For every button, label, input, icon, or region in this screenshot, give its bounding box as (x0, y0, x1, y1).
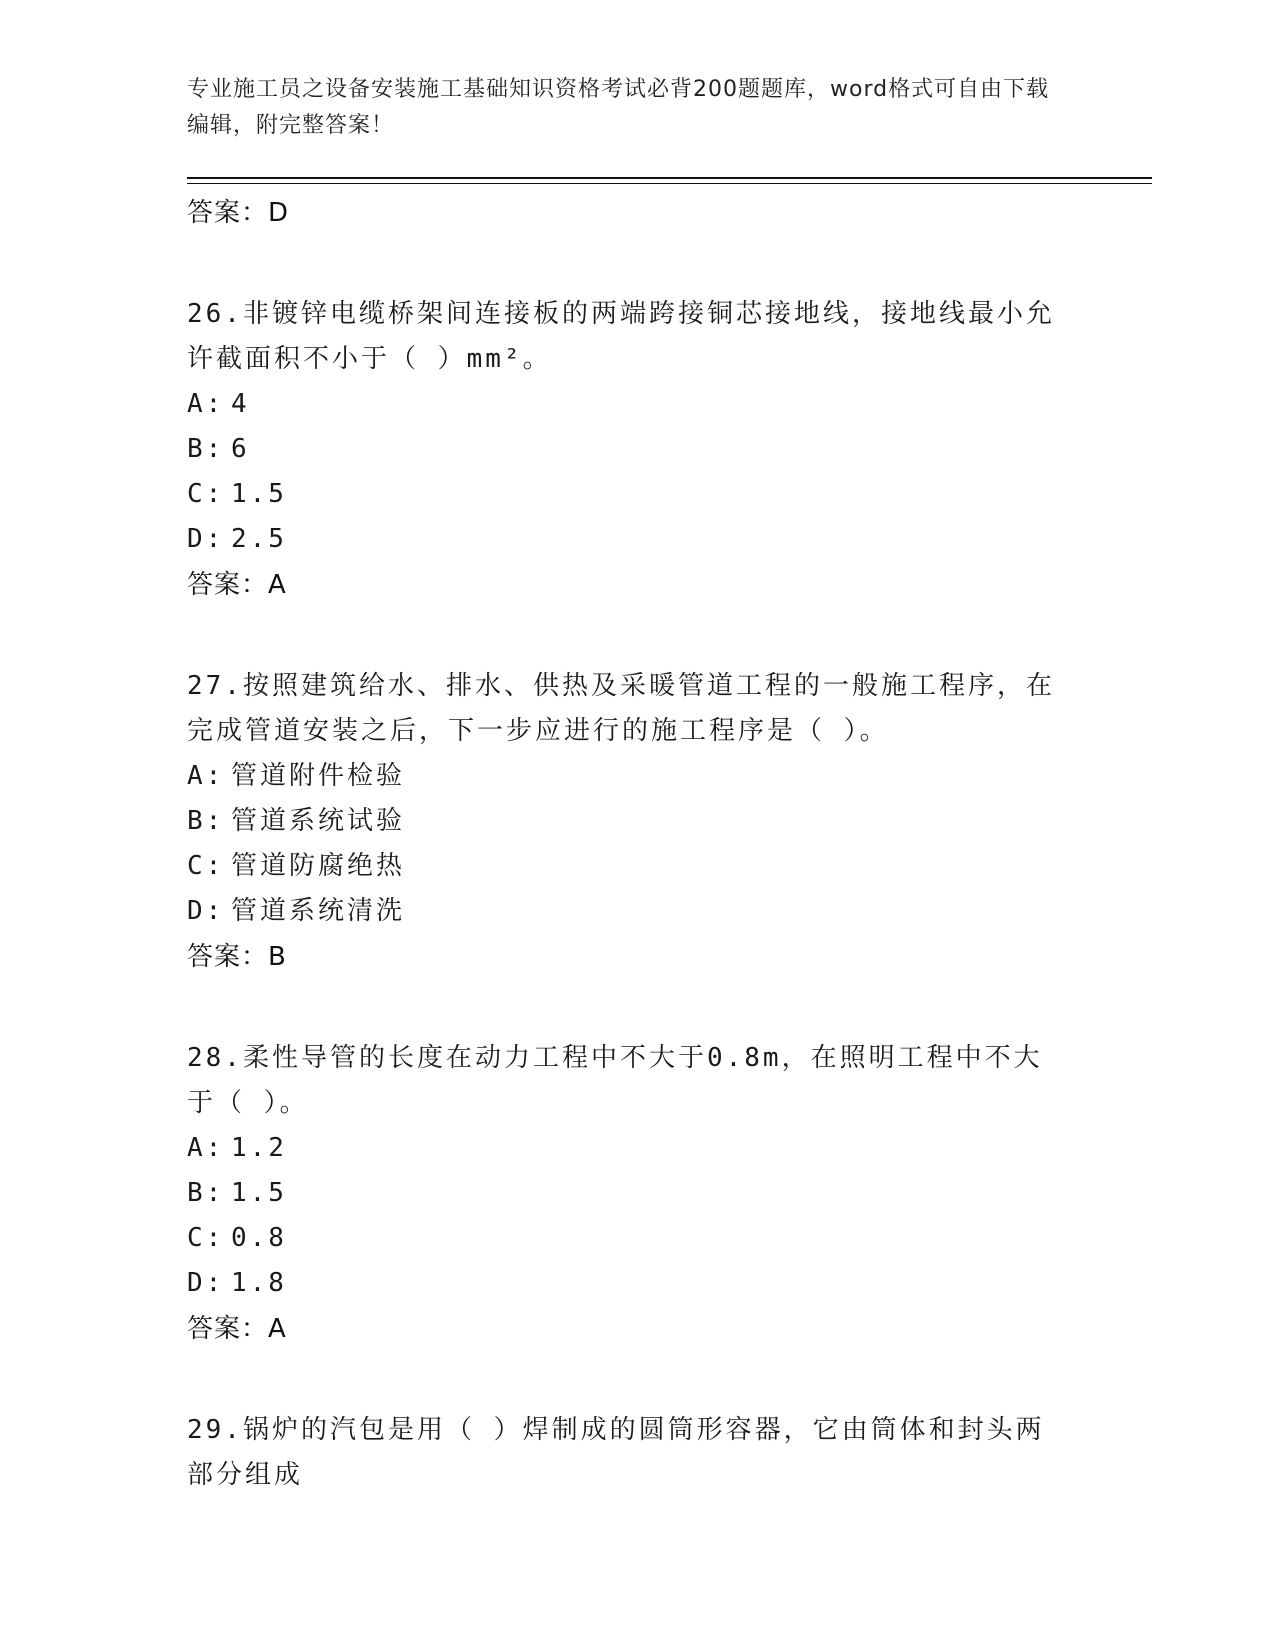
previous-answer: 答案：D (187, 198, 290, 228)
question-block (187, 1036, 1087, 1396)
header-rule-thick (187, 177, 1152, 179)
option-value: 2.5 (231, 524, 287, 554)
option-key: A: (187, 1133, 225, 1163)
option-key: B: (187, 806, 225, 836)
question-text: 29.锅炉的汽包是用（ ）焊制成的圆筒形容器，它由筒体和封头两部分组成 (187, 1415, 1045, 1490)
option-b (187, 427, 1087, 472)
option-value: 1.8 (231, 1268, 287, 1298)
option-value: 6 (231, 434, 250, 464)
question-text: 26.非镀锌电缆桥架间连接板的两端跨接铜芯接地线，接地线最小允许截面积不小于（ ）mm²。 (187, 299, 1055, 374)
header-rule-thin (187, 183, 1152, 184)
option-a (187, 754, 1087, 799)
option-key: A: (187, 761, 225, 791)
option-a (187, 382, 1087, 427)
question-block (187, 1408, 1087, 1498)
question-text: 27.按照建筑给水、排水、供热及采暖管道工程的一般施工程序，在完成管道安装之后，下一步应进行的施工程序是（ ）。 (187, 671, 1055, 746)
option-value: 管道附件检验 (231, 761, 406, 791)
option-key: A: (187, 389, 225, 419)
option-d (187, 1261, 1087, 1306)
option-key: D: (187, 896, 225, 926)
option-d (187, 889, 1087, 934)
option-key: C: (187, 1223, 225, 1253)
option-key: D: (187, 1268, 225, 1298)
option-c (187, 844, 1087, 889)
option-key: D: (187, 524, 225, 554)
option-key: B: (187, 434, 225, 464)
option-value: 1.5 (231, 1178, 287, 1208)
option-c (187, 472, 1087, 517)
option-key: C: (187, 479, 225, 509)
option-value: 管道系统清洗 (231, 896, 406, 926)
option-b (187, 1171, 1087, 1216)
document-header: 专业施工员之设备安装施工基础知识资格考试必背200题题库，word格式可自由下载编辑，附完整答案！ (187, 77, 1050, 138)
answer-line: 答案：A (187, 1314, 287, 1344)
answer-line: 答案：B (187, 942, 287, 972)
option-b (187, 799, 1087, 844)
option-c (187, 1216, 1087, 1261)
question-block (187, 292, 1087, 652)
option-value: 管道系统试验 (231, 806, 406, 836)
option-value: 1.5 (231, 479, 287, 509)
question-list (187, 190, 1087, 1498)
answer-line: 答案：A (187, 570, 287, 600)
question-block (187, 664, 1087, 1024)
option-key: C: (187, 851, 225, 881)
option-key: B: (187, 1178, 225, 1208)
option-value: 4 (231, 389, 250, 419)
option-a (187, 1126, 1087, 1171)
option-value: 1.2 (231, 1133, 287, 1163)
option-value: 0.8 (231, 1223, 287, 1253)
question-text: 28.柔性导管的长度在动力工程中不大于0.8m，在照明工程中不大于（ ）。 (187, 1043, 1043, 1118)
option-value: 管道防腐绝热 (231, 851, 406, 881)
option-d (187, 517, 1087, 562)
